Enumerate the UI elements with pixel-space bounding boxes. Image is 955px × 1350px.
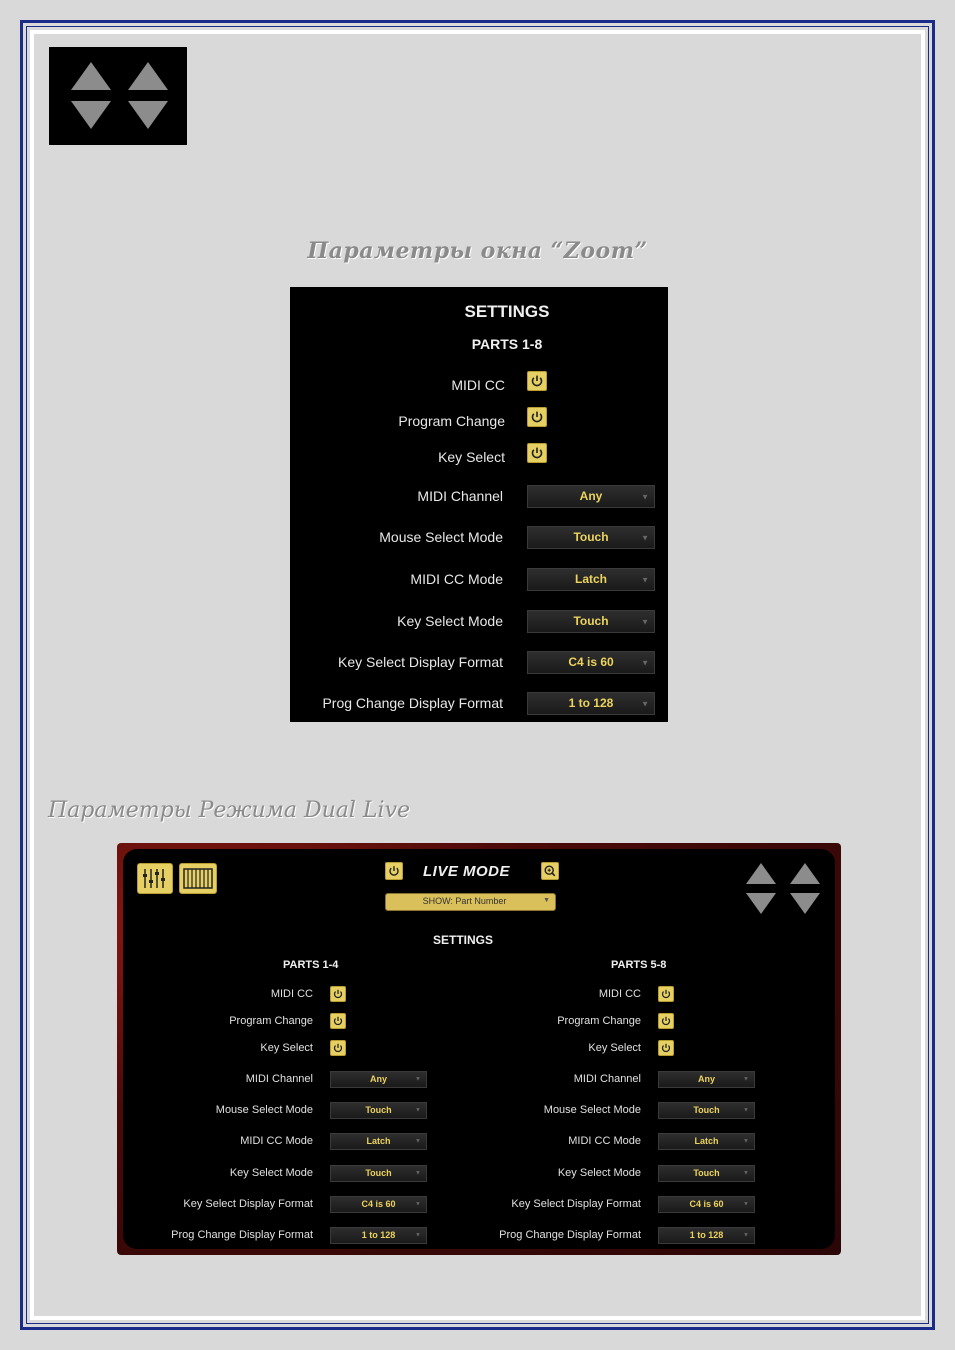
dropdown-value: Any xyxy=(697,1074,715,1084)
chevron-down-icon: ▼ xyxy=(641,575,649,584)
power-icon xyxy=(659,987,673,1001)
setting-dropdown[interactable] xyxy=(330,1102,427,1119)
setting-label: Mouse Select Mode xyxy=(215,1104,313,1116)
toggle-button[interactable] xyxy=(527,371,547,391)
setting-label: Program Change xyxy=(229,1015,313,1027)
zoom-button[interactable] xyxy=(541,862,559,880)
setting-dropdown[interactable] xyxy=(658,1196,755,1213)
setting-dropdown[interactable] xyxy=(330,1227,427,1244)
dropdown-value: C4 is 60 xyxy=(361,1199,396,1209)
arrow-down-icon[interactable] xyxy=(746,893,776,914)
chevron-down-icon: ▼ xyxy=(415,1107,421,1113)
toggle-button[interactable] xyxy=(330,1013,346,1029)
setting-label: MIDI Channel xyxy=(245,1073,313,1085)
setting-dropdown[interactable] xyxy=(330,1165,427,1182)
setting-label: MIDI CC xyxy=(451,377,505,393)
dropdown-value: Touch xyxy=(573,614,609,628)
dropdown-value: Touch xyxy=(693,1168,720,1178)
setting-label: MIDI CC Mode xyxy=(410,571,503,587)
dropdown-value: Touch xyxy=(693,1105,720,1115)
setting-label: Program Change xyxy=(557,1015,641,1027)
scroll-arrows-image xyxy=(49,47,187,145)
setting-label: Program Change xyxy=(398,413,505,429)
dropdown-value: 1 to 128 xyxy=(361,1230,396,1240)
dropdown-value: Any xyxy=(369,1074,387,1084)
setting-label: Key Select Display Format xyxy=(338,654,503,670)
setting-dropdown[interactable] xyxy=(330,1133,427,1150)
setting-label: Key Select xyxy=(588,1042,641,1054)
show-select[interactable] xyxy=(385,893,556,911)
toggle-button[interactable] xyxy=(527,407,547,427)
mixer-view-button[interactable] xyxy=(137,863,173,894)
chevron-down-icon: ▼ xyxy=(415,1076,421,1082)
setting-label: Mouse Select Mode xyxy=(543,1104,641,1116)
show-select-value: SHOW: Part Number xyxy=(422,896,507,906)
arrow-down-icon xyxy=(71,101,111,129)
power-icon xyxy=(331,1014,345,1028)
arrow-up-icon xyxy=(71,62,111,90)
setting-label: Key Select xyxy=(260,1042,313,1054)
live-mode-title: LIVE MODE xyxy=(423,863,511,880)
setting-label: MIDI CC Mode xyxy=(240,1135,313,1147)
chevron-down-icon: ▼ xyxy=(743,1107,749,1113)
parts-title: PARTS 1-8 xyxy=(471,336,543,352)
setting-label: Key Select Mode xyxy=(397,613,503,629)
parts-title: PARTS 1-4 xyxy=(283,959,339,971)
setting-dropdown[interactable] xyxy=(658,1133,755,1150)
dropdown-value: Touch xyxy=(365,1168,392,1178)
arrow-up-icon[interactable] xyxy=(790,863,820,884)
mixer-icon xyxy=(138,864,172,893)
toggle-button[interactable] xyxy=(527,443,547,463)
chevron-down-icon: ▼ xyxy=(743,1170,749,1176)
setting-label: Key Select Mode xyxy=(557,1167,641,1179)
dropdown-value: 1 to 128 xyxy=(689,1230,724,1240)
setting-dropdown[interactable] xyxy=(527,485,655,508)
toggle-button[interactable] xyxy=(658,1040,674,1056)
power-icon xyxy=(659,1041,673,1055)
dropdown-value: Touch xyxy=(573,530,609,544)
dropdown-value: Any xyxy=(579,489,603,503)
arrow-down-icon[interactable] xyxy=(790,893,820,914)
keyboard-icon xyxy=(180,864,216,893)
setting-dropdown[interactable] xyxy=(330,1196,427,1213)
setting-label: MIDI CC xyxy=(598,988,641,1000)
dropdown-value: C4 is 60 xyxy=(689,1199,724,1209)
setting-label: Key Select Mode xyxy=(229,1167,313,1179)
toggle-button[interactable] xyxy=(658,986,674,1002)
setting-label: MIDI CC xyxy=(270,988,313,1000)
parts-title: PARTS 5-8 xyxy=(611,959,667,971)
setting-label: Prog Change Display Format xyxy=(322,695,503,711)
setting-label: MIDI Channel xyxy=(417,488,503,504)
caption-dual-live: Параметры Режима Dual Live xyxy=(48,798,411,823)
caption-zoom: Параметры окна “Zoom” xyxy=(307,238,648,264)
dropdown-value: 1 to 128 xyxy=(568,696,614,710)
dropdown-value: Latch xyxy=(366,1136,391,1146)
dropdown-value: Touch xyxy=(365,1105,392,1115)
arrow-down-icon xyxy=(128,101,168,129)
live-settings-title: SETTINGS xyxy=(433,933,494,947)
live-mode-panel xyxy=(117,843,841,1255)
setting-label: Key Select xyxy=(438,449,505,465)
setting-label: Mouse Select Mode xyxy=(379,529,503,545)
chevron-down-icon: ▼ xyxy=(543,897,550,904)
setting-label: Key Select Display Format xyxy=(183,1198,313,1210)
live-power-button[interactable] xyxy=(385,862,403,880)
power-icon xyxy=(528,444,546,462)
toggle-button[interactable] xyxy=(330,986,346,1002)
dropdown-value: C4 is 60 xyxy=(568,655,614,669)
arrow-up-icon xyxy=(128,62,168,90)
power-icon xyxy=(386,863,402,879)
toggle-button[interactable] xyxy=(658,1013,674,1029)
power-icon xyxy=(331,987,345,1001)
chevron-down-icon: ▼ xyxy=(641,658,649,667)
live-mode-inner xyxy=(123,849,835,1249)
chevron-down-icon: ▼ xyxy=(743,1201,749,1207)
setting-dropdown[interactable] xyxy=(527,526,655,549)
setting-dropdown[interactable] xyxy=(658,1102,755,1119)
power-icon xyxy=(528,408,546,426)
power-icon xyxy=(528,372,546,390)
magnifier-icon xyxy=(542,863,558,879)
chevron-down-icon: ▼ xyxy=(641,699,649,708)
chevron-down-icon: ▼ xyxy=(641,533,649,542)
settings-title: SETTINGS xyxy=(464,302,550,321)
setting-dropdown[interactable] xyxy=(330,1071,427,1088)
chevron-down-icon: ▼ xyxy=(415,1232,421,1238)
keyboard-view-button[interactable] xyxy=(179,863,217,894)
power-icon xyxy=(659,1014,673,1028)
chevron-down-icon: ▼ xyxy=(743,1232,749,1238)
dropdown-value: Latch xyxy=(574,572,607,586)
toggle-button[interactable] xyxy=(330,1040,346,1056)
setting-label: MIDI Channel xyxy=(573,1073,641,1085)
setting-label: Key Select Display Format xyxy=(511,1198,641,1210)
setting-dropdown[interactable] xyxy=(658,1227,755,1244)
chevron-down-icon: ▼ xyxy=(415,1201,421,1207)
setting-label: MIDI CC Mode xyxy=(568,1135,641,1147)
setting-dropdown[interactable] xyxy=(658,1165,755,1182)
chevron-down-icon: ▼ xyxy=(415,1138,421,1144)
setting-dropdown[interactable] xyxy=(658,1071,755,1088)
dropdown-value: Latch xyxy=(694,1136,719,1146)
setting-dropdown[interactable] xyxy=(527,610,655,633)
chevron-down-icon: ▼ xyxy=(415,1170,421,1176)
zoom-settings-panel xyxy=(290,287,668,722)
chevron-down-icon: ▼ xyxy=(641,492,649,501)
setting-dropdown[interactable] xyxy=(527,692,655,715)
chevron-down-icon: ▼ xyxy=(743,1138,749,1144)
setting-dropdown[interactable] xyxy=(527,568,655,591)
setting-label: Prog Change Display Format xyxy=(171,1229,313,1241)
arrow-up-icon[interactable] xyxy=(746,863,776,884)
setting-label: Prog Change Display Format xyxy=(499,1229,641,1241)
power-icon xyxy=(331,1041,345,1055)
chevron-down-icon: ▼ xyxy=(743,1076,749,1082)
setting-dropdown[interactable] xyxy=(527,651,655,674)
chevron-down-icon: ▼ xyxy=(641,617,649,626)
